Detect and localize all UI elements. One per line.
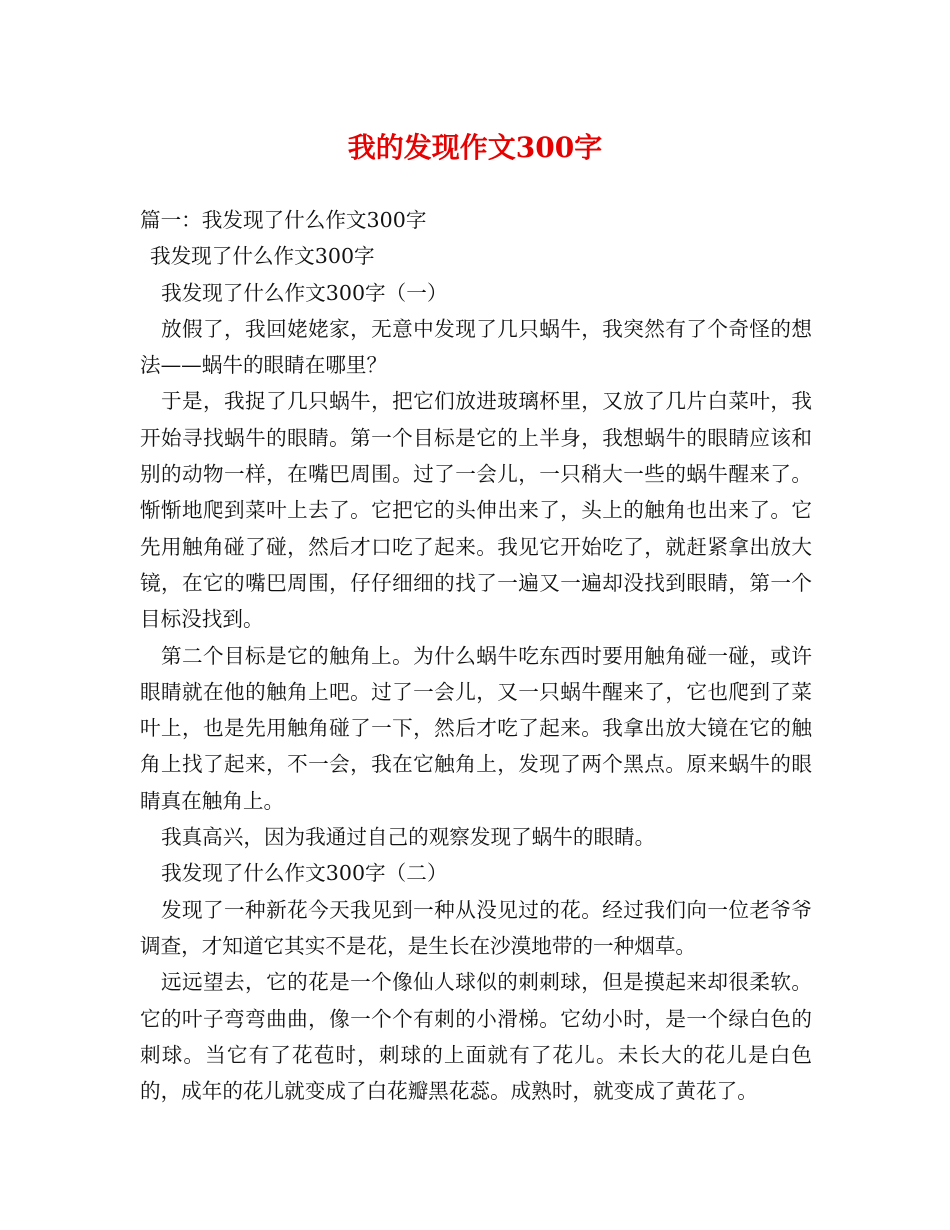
paragraph: 我发现了什么作文300字（一） [161,280,448,305]
paragraph: 发现了一种新花今天我见到一种从没见过的花。经过我们向一位老爷爷调查，才知道它其实不是花，是生长在沙漠地带的一种烟草。 [140,897,812,958]
paragraph: 我发现了什么作文300字（二） [161,861,448,886]
paragraph: 远远望去，它的花是一个像仙人球似的刺刺球，但是摸起来却很柔软。它的叶子弯弯曲曲，像一个个有刺的小滑梯。它幼小时，是一个绿白色的刺球。当它有了花苞时，刺球的上面就有了花儿。未长大的花儿是白色的，成年的花儿就变成了白花瓣黑花蕊。成熟时，就变成了黄花了。 [140,970,812,1104]
paragraph: 于是，我捉了几只蜗牛，把它们放进玻璃杯里，又放了几片白菜叶，我开始寻找蜗牛的眼睛。第一个目标是它的上半身，我想蜗牛的眼睛应该和别的动物一样，在嘴巴周围。过了一会儿，一只稍大一些的蜗牛醒来了。惭惭地爬到菜叶上去了。它把它的头伸出来了，头上的触角也出来了。它先用触角碰了碰，然后才口吃了起来。我见它开始吃了，就赶紧拿出放大镜，在它的嘴巴周围，仔仔细细的找了一遍又一遍却没找到眼睛，第一个目标没找到。 [140,389,812,632]
paragraph: 放假了，我回姥姥家，无意中发现了几只蜗牛，我突然有了个奇怪的想法——蜗牛的眼睛在哪里？ [140,316,812,378]
document-title: 我的发现作文300字 [347,131,603,164]
document-body [140,202,812,1109]
paragraph: 第二个目标是它的触角上。为什么蜗牛吃东西时要用触角碰一碰，或许眼睛就在他的触角上吧。过了一会儿，又一只蜗牛醒来了，它也爬到了菜叶上，也是先用触角碰了一下，然后才吃了起来。我拿出放大镜在它的触角上找了起来，不一会，我在它触角上，发现了两个黑点。原来蜗牛的眼睛真在触角上。 [140,643,812,813]
paragraph: 我真高兴，因为我通过自己的观察发现了蜗牛的眼睛。 [161,825,656,850]
paragraph: 篇一：我发现了什么作文300字 [140,208,427,232]
paragraph: 我发现了什么作文300字 [150,244,375,269]
